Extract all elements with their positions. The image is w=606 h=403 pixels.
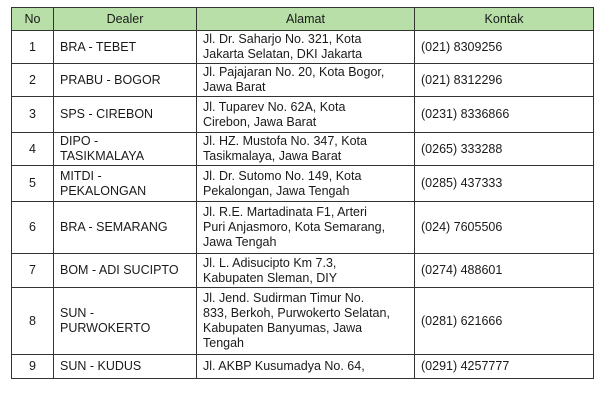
table-row <box>12 355 594 379</box>
cell-no: 6 <box>12 202 54 254</box>
header-alamat: Alamat <box>197 8 415 31</box>
table-row <box>12 202 594 254</box>
cell-dealer: SUN - KUDUS <box>54 355 197 379</box>
cell-kontak: (0285) 437333 <box>415 166 594 202</box>
cell-no: 9 <box>12 355 54 379</box>
table-row <box>12 64 594 97</box>
cell-alamat: Jl. Tuparev No. 62A, Kota Cirebon, Jawa Barat <box>197 97 415 133</box>
cell-kontak: (021) 8309256 <box>415 31 594 64</box>
cell-dealer: BOM - ADI SUCIPTO <box>54 254 197 288</box>
cell-dealer: MITDI - PEKALONGAN <box>54 166 197 202</box>
table-row <box>12 288 594 355</box>
table-row <box>12 133 594 166</box>
table-header <box>12 8 594 31</box>
cell-kontak: (0291) 4257777 <box>415 355 594 379</box>
cell-dealer: DIPO - TASIKMALAYA <box>54 133 197 166</box>
cell-no: 3 <box>12 97 54 133</box>
cell-kontak: (0274) 488601 <box>415 254 594 288</box>
cell-no: 7 <box>12 254 54 288</box>
cell-dealer: BRA - SEMARANG <box>54 202 197 254</box>
cell-alamat: Jl. L. Adisucipto Km 7.3, Kabupaten Sleman, DIY <box>197 254 415 288</box>
cell-no: 8 <box>12 288 54 355</box>
cell-no: 4 <box>12 133 54 166</box>
cell-kontak: (021) 8312296 <box>415 64 594 97</box>
table-row <box>12 97 594 133</box>
table-row <box>12 166 594 202</box>
cell-no: 5 <box>12 166 54 202</box>
cell-kontak: (0265) 333288 <box>415 133 594 166</box>
cell-dealer: BRA - TEBET <box>54 31 197 64</box>
dealer-table <box>11 7 594 379</box>
table-row <box>12 31 594 64</box>
table-body <box>12 31 594 379</box>
cell-dealer: SPS - CIREBON <box>54 97 197 133</box>
cell-kontak: (0281) 621666 <box>415 288 594 355</box>
cell-alamat: Jl. AKBP Kusumadya No. 64, <box>197 355 415 379</box>
cell-dealer: SUN - PURWOKERTO <box>54 288 197 355</box>
header-kontak: Kontak <box>415 8 594 31</box>
cell-no: 2 <box>12 64 54 97</box>
cell-alamat: Jl. Dr. Sutomo No. 149, Kota Pekalongan, Jawa Tengah <box>197 166 415 202</box>
cell-alamat: Jl. Pajajaran No. 20, Kota Bogor, Jawa Barat <box>197 64 415 97</box>
cell-no: 1 <box>12 31 54 64</box>
cell-kontak: (0231) 8336866 <box>415 97 594 133</box>
cell-dealer: PRABU - BOGOR <box>54 64 197 97</box>
cell-alamat: Jl. Dr. Saharjo No. 321, Kota Jakarta Selatan, DKI Jakarta <box>197 31 415 64</box>
cell-alamat: Jl. Jend. Sudirman Timur No. 833, Berkoh, Purwokerto Selatan, Kabupaten Banyumas, Jawa Tengah <box>197 288 415 355</box>
cell-alamat: Jl. HZ. Mustofa No. 347, Kota Tasikmalaya, Jawa Barat <box>197 133 415 166</box>
header-no: No <box>12 8 54 31</box>
cell-alamat: Jl. R.E. Martadinata F1, Arteri Puri Anjasmoro, Kota Semarang, Jawa Tengah <box>197 202 415 254</box>
header-row <box>12 8 594 31</box>
cell-kontak: (024) 7605506 <box>415 202 594 254</box>
table-row <box>12 254 594 288</box>
header-dealer: Dealer <box>54 8 197 31</box>
